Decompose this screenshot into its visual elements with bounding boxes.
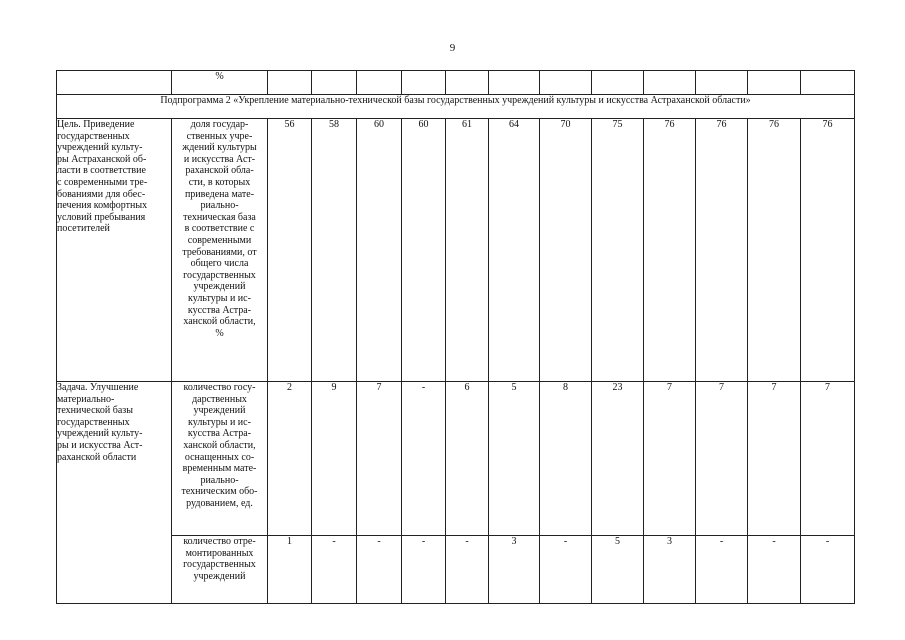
- header-cell: [312, 71, 357, 95]
- value-cell: 2: [268, 382, 312, 536]
- subprogram-row: [57, 95, 855, 119]
- header-cell: [696, 71, 748, 95]
- value-cell: -: [540, 536, 592, 604]
- value-cell: 58: [312, 119, 357, 382]
- header-cell-goal: [57, 71, 172, 95]
- value-cell: -: [696, 536, 748, 604]
- value-cell: 9: [312, 382, 357, 536]
- value-cell: 76: [801, 119, 855, 382]
- header-cell: [446, 71, 489, 95]
- value-cell: -: [312, 536, 357, 604]
- value-cell: 1: [268, 536, 312, 604]
- value-cell: 7: [801, 382, 855, 536]
- value-cell: 5: [489, 382, 540, 536]
- value-cell: 61: [446, 119, 489, 382]
- value-cell: -: [357, 536, 402, 604]
- value-cell: 70: [540, 119, 592, 382]
- task-cell: [57, 382, 172, 604]
- value-cell: 64: [489, 119, 540, 382]
- table-header-row: [57, 71, 855, 95]
- value-cell: 8: [540, 382, 592, 536]
- task-text: Задача. Улучшение материально- технической базы государственных учреждений культу- ры и искусства Аст- раханской области: [57, 382, 143, 463]
- indicator-cell: [172, 119, 268, 382]
- value-cell: 23: [592, 382, 644, 536]
- value-cell: -: [748, 536, 801, 604]
- indicator-cell: [172, 536, 268, 604]
- header-cell: [540, 71, 592, 95]
- header-cell: [268, 71, 312, 95]
- value-cell: -: [402, 536, 446, 604]
- value-cell: 76: [696, 119, 748, 382]
- value-cell: 7: [357, 382, 402, 536]
- header-cell: [357, 71, 402, 95]
- value-cell: 7: [748, 382, 801, 536]
- value-cell: 3: [644, 536, 696, 604]
- header-cell: [402, 71, 446, 95]
- table-row-task: [57, 382, 855, 536]
- value-cell: 6: [446, 382, 489, 536]
- header-cell: [644, 71, 696, 95]
- value-cell: 60: [357, 119, 402, 382]
- value-cell: 7: [696, 382, 748, 536]
- header-cell: [748, 71, 801, 95]
- header-cell: [592, 71, 644, 95]
- page-number: 9: [449, 42, 456, 54]
- table-row-goal: [57, 119, 855, 382]
- value-cell: 60: [402, 119, 446, 382]
- value-cell: 56: [268, 119, 312, 382]
- goal-text: Цель. Приведение государственных учреждений культу- ры Астраханской об- ласти в соответствие с современными тре- бованиями для обес- печения комфортных условий пребывания посетителей: [57, 119, 148, 235]
- subprogram-title: Подпрограмма 2 «Укрепление материально-технической базы государственных учреждений культуры и искусства Астраханской области»: [57, 95, 855, 119]
- header-cell-unit: %: [172, 71, 268, 95]
- value-cell: -: [446, 536, 489, 604]
- indicators-table: [56, 70, 855, 604]
- indicator-text: количество госу- дарственных учреждений культуры и ис- кусства Астра- ханской области, оснащенных со- временным мате- риально- техническим обо- рудованием, ед.: [181, 382, 258, 509]
- goal-cell: [57, 119, 172, 382]
- header-cell: [801, 71, 855, 95]
- value-cell: -: [801, 536, 855, 604]
- value-cell: -: [402, 382, 446, 536]
- value-cell: 3: [489, 536, 540, 604]
- value-cell: 5: [592, 536, 644, 604]
- value-cell: 76: [644, 119, 696, 382]
- indicator-cell: [172, 382, 268, 536]
- value-cell: 76: [748, 119, 801, 382]
- indicator-text: доля государ- ственных учре- ждений культуры и искусства Аст- раханской обла- сти, в которых приведена мате- риально- техническая база в соответствие с современными требованиями, от общего числа государственных учреждений культуры и ис- кусства Астра- ханской области, %: [182, 119, 257, 339]
- indicator-text: количество отре- монтированных государственных учреждений: [183, 536, 256, 582]
- value-cell: 7: [644, 382, 696, 536]
- header-cell: [489, 71, 540, 95]
- table-row-repair: [57, 536, 855, 604]
- value-cell: 75: [592, 119, 644, 382]
